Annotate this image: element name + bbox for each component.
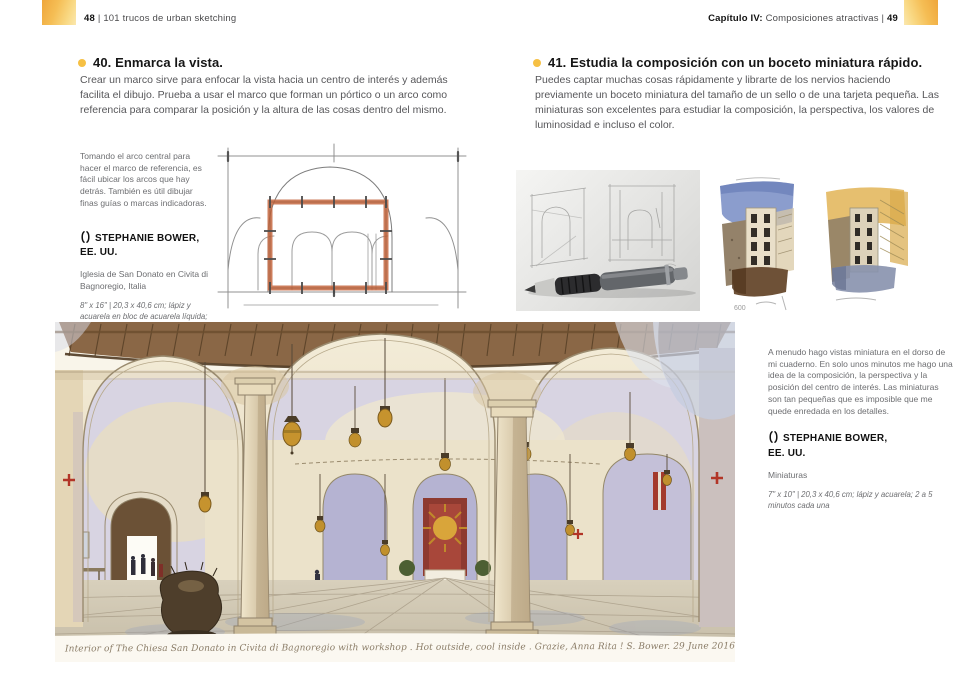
tip-41-credit bbox=[768, 431, 954, 461]
tip-bullet-icon bbox=[78, 59, 86, 67]
tip-41-body: Puedes captar muchas cosas rápidamente y librarte de los nervios haciendo previamente un boceto miniatura del tamaño de un sello o de una tarjeta pequeña. Las miniaturas son excelentes para estudiar la composición, la perspectiva, los valores de luminosidad e incluso el color. bbox=[535, 74, 939, 131]
book-title: 101 trucos de urban sketching bbox=[103, 13, 237, 24]
tip-41-title: 41. Estudia la composición con un boceto miniatura rápido. bbox=[548, 55, 923, 70]
artwork-title: Miniaturas bbox=[768, 469, 808, 480]
tip-41-notes bbox=[768, 347, 954, 512]
tip-40-notes bbox=[80, 151, 212, 335]
artist-name: STEPHANIE BOWER, bbox=[95, 232, 200, 244]
tip-40-body: Crear un marco sirve para enfocar la vista hacia un centro de interés y además facilita el dibujo. Prueba a usar el marco que forman un pórtico o un arco como referencia para comparar la posición y la altura de las cosas dentro del mismo. bbox=[80, 74, 448, 116]
thumbnail-blue-drawing bbox=[706, 170, 810, 318]
artwork-title: Iglesia de San Donato en Civita di Bagnoregio, Italia bbox=[80, 269, 209, 291]
artist-country: EE. UU. bbox=[768, 448, 806, 460]
thumbnail-annotation: 600 bbox=[734, 305, 746, 312]
tip-40-credit bbox=[80, 231, 212, 261]
header-separator: | bbox=[97, 13, 101, 24]
artist-icon bbox=[768, 431, 779, 448]
artwork-details: 7" x 10" | 20,3 x 40,6 cm; lápiz y acuarela; 2 a 5 minutos cada una bbox=[768, 489, 933, 511]
thumbnail-sketch-blue bbox=[706, 170, 810, 318]
artist-country: EE. UU. bbox=[80, 247, 118, 259]
page-header-right bbox=[708, 13, 898, 24]
church-interior-painting bbox=[55, 322, 735, 662]
page-header-left bbox=[84, 13, 236, 24]
tip-41-heading-row bbox=[533, 55, 922, 70]
chapter-label: Capítulo IV: bbox=[708, 13, 763, 24]
tip-40-title: 40. Enmarca la vista. bbox=[93, 55, 224, 70]
watercolor-swatch-left bbox=[42, 0, 76, 25]
tip-41-figure-caption: A menudo hago vistas miniatura en el dorso de mi cuaderno. En solo unos minutos me hago una idea de la composición, la perspectiva y la posición del centro de interés. Las miniaturas son tan pequeñas que es imposible que me quede enredada en los detalles. bbox=[768, 347, 953, 416]
thumbnail-yellow-drawing bbox=[816, 180, 914, 310]
page-number-left: 48 bbox=[84, 13, 95, 24]
artist-name: STEPHANIE BOWER, bbox=[783, 433, 888, 445]
pencil-thumbnails-photo bbox=[516, 170, 700, 311]
thumbnail-sketch-yellow bbox=[816, 180, 914, 310]
watercolor-swatch-right bbox=[904, 0, 938, 25]
pencil-photo-drawing bbox=[516, 170, 700, 311]
artwork-details: 8" x 16" | 20,3 x 40,6 cm; lápiz y acuarela en bloc de acuarela líquida; bbox=[80, 300, 208, 322]
tip-40-figure-caption: Tomando el arco central para hacer el marco de referencia, es fácil ubicar los arcos que hay detrás. También es útil dibujar finas guías o marcas indicadoras. bbox=[80, 151, 207, 208]
artist-icon bbox=[80, 231, 91, 248]
page-number-right: 49 bbox=[887, 13, 898, 24]
tip-bullet-icon bbox=[533, 59, 541, 67]
arch-frame-sketch bbox=[214, 142, 471, 314]
header-separator: | bbox=[881, 13, 885, 24]
tip-40-heading-row bbox=[78, 55, 223, 70]
painting-handwritten-caption: Interior of The Chiesa San Donato in Civita di Bagnoregio with workshop . Hot outside, cool inside . Grazie, Anna Rita ! S. Bower. 29 June 2016 bbox=[64, 641, 736, 655]
church-interior-drawing bbox=[55, 322, 735, 640]
arch-frame-sketch-drawing bbox=[214, 142, 471, 314]
chapter-title: Composiciones atractivas bbox=[765, 13, 879, 24]
